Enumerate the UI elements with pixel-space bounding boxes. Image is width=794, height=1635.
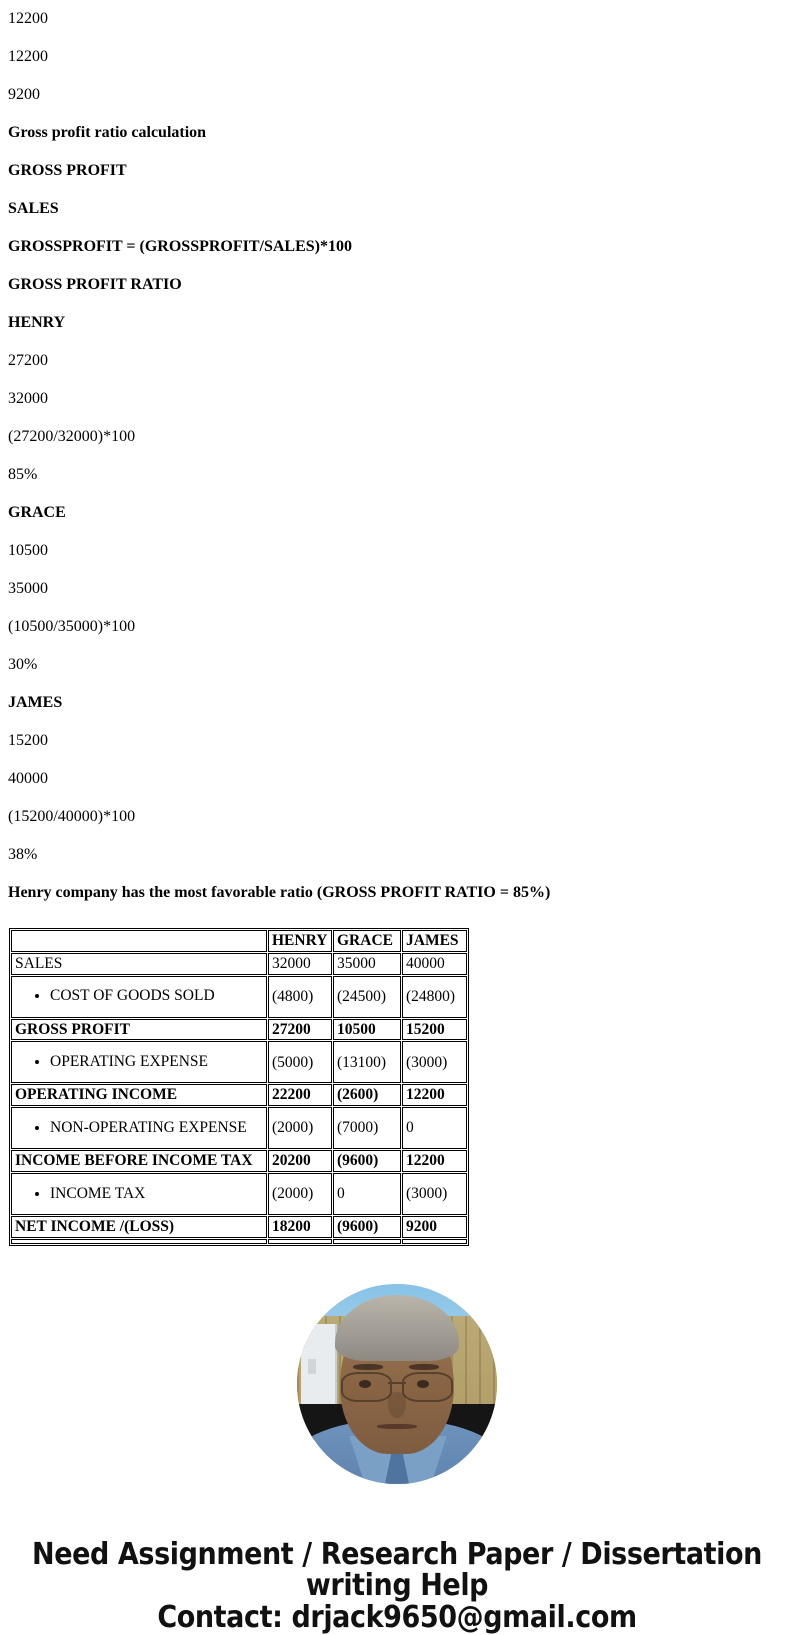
income-statement-table-wrapper (8, 928, 786, 1246)
cell-grace: (24500) (333, 976, 401, 1018)
bullet-list (12, 1185, 266, 1204)
cell-james: 40000 (402, 953, 467, 975)
table-row (11, 1107, 467, 1149)
table-row (11, 1173, 467, 1215)
table-row (11, 1216, 467, 1238)
text-line: GROSS PROFIT RATIO (8, 276, 182, 293)
row-label: NET INCOME /(LOSS) (11, 1216, 267, 1238)
text-line: 10500 (8, 542, 48, 559)
column-header-james: JAMES (402, 930, 467, 952)
text-line: 27200 (8, 352, 48, 369)
cell-james: 12200 (402, 1150, 467, 1172)
spacer-cell (268, 1239, 332, 1244)
avatar-eyebrow-left (353, 1364, 383, 1370)
cell-grace: 0 (333, 1173, 401, 1215)
text-line: 12200 (8, 10, 48, 27)
column-header-henry: HENRY (268, 930, 332, 952)
row-label: OPERATING INCOME (11, 1084, 267, 1106)
spacer-cell (333, 1239, 401, 1244)
avatar-doorframe (301, 1324, 337, 1416)
text-line: GROSS PROFIT (8, 162, 127, 179)
promo-block (8, 1536, 786, 1635)
cell-grace: (9600) (333, 1216, 401, 1238)
cell-grace: (9600) (333, 1150, 401, 1172)
table-row (11, 1019, 467, 1041)
column-header-blank (11, 930, 267, 952)
avatar-block (8, 1284, 786, 1484)
text-line: 9200 (8, 86, 40, 103)
table-row (11, 953, 467, 975)
text-line: (15200/40000)*100 (8, 808, 136, 825)
cell-james: 15200 (402, 1019, 467, 1041)
row-label: INCOME BEFORE INCOME TAX (11, 1150, 267, 1172)
spacer-cell (11, 1239, 267, 1244)
cell-henry: 20200 (268, 1150, 332, 1172)
avatar-mouth (377, 1424, 417, 1429)
text-line: 15200 (8, 732, 48, 749)
text-line: SALES (8, 200, 59, 217)
cell-henry: (2000) (268, 1107, 332, 1149)
text-line: 32000 (8, 390, 48, 407)
text-line: 35000 (8, 580, 48, 597)
text-line: 85% (8, 466, 38, 483)
cell-grace: 35000 (333, 953, 401, 975)
text-line: 12200 (8, 48, 48, 65)
bullet-list (12, 987, 266, 1006)
row-label: SALES (11, 953, 267, 975)
table-row (11, 1041, 467, 1083)
cell-henry: 27200 (268, 1019, 332, 1041)
bullet-item: • OPERATING EXPENSE (50, 1053, 266, 1072)
table-row (11, 976, 467, 1018)
row-label (11, 1041, 267, 1083)
bullet-item: • NON-OPERATING EXPENSE (50, 1119, 266, 1138)
cell-henry: (4800) (268, 976, 332, 1018)
text-line: HENRY (8, 314, 66, 331)
text-line: GROSSPROFIT = (GROSSPROFIT/SALES)*100 (8, 238, 352, 255)
calculation-text-block (8, 0, 786, 912)
text-line: GRACE (8, 504, 66, 521)
cell-henry: 32000 (268, 953, 332, 975)
avatar-nose (388, 1392, 406, 1418)
text-line: JAMES (8, 694, 63, 711)
cell-james: (24800) (402, 976, 467, 1018)
avatar-lens-right (402, 1372, 453, 1402)
cell-grace: 10500 (333, 1019, 401, 1041)
text-line: Gross profit ratio calculation (8, 124, 207, 141)
bullet-item: • INCOME TAX (50, 1185, 266, 1204)
cell-james: 0 (402, 1107, 467, 1149)
cell-james: 9200 (402, 1216, 467, 1238)
table-header-row (11, 930, 467, 952)
bullet-list (12, 1053, 266, 1072)
table-row (11, 1084, 467, 1106)
spacer-cell (402, 1239, 467, 1244)
promo-line-1: Need Assignment / Research Paper / Dissertation (32, 1536, 762, 1572)
text-line: 38% (8, 846, 38, 863)
cell-james: (3000) (402, 1173, 467, 1215)
cell-henry: (2000) (268, 1173, 332, 1215)
row-label: GROSS PROFIT (11, 1019, 267, 1041)
row-label (11, 1173, 267, 1215)
cell-grace: (13100) (333, 1041, 401, 1083)
text-line: Henry company has the most favorable ratio (GROSS PROFIT RATIO = 85%) (8, 884, 551, 901)
cell-henry: (5000) (268, 1041, 332, 1083)
avatar (297, 1284, 497, 1484)
avatar-lens-left (341, 1372, 392, 1402)
bullet-list (12, 1119, 266, 1138)
row-label (11, 976, 267, 1018)
avatar-eyebrow-right (409, 1364, 439, 1370)
cell-henry: 22200 (268, 1084, 332, 1106)
income-statement-table (9, 928, 469, 1246)
cell-henry: 18200 (268, 1216, 332, 1238)
cell-grace: (2600) (333, 1084, 401, 1106)
table-footer-spacer-row (11, 1239, 467, 1244)
column-header-grace: GRACE (333, 930, 401, 952)
text-line: 40000 (8, 770, 48, 787)
text-line: (27200/32000)*100 (8, 428, 136, 445)
cell-grace: (7000) (333, 1107, 401, 1149)
cell-james: 12200 (402, 1084, 467, 1106)
cell-james: (3000) (402, 1041, 467, 1083)
text-line: (10500/35000)*100 (8, 618, 136, 635)
table-row (11, 1150, 467, 1172)
bullet-item: • COST OF GOODS SOLD (50, 987, 266, 1006)
row-label (11, 1107, 267, 1149)
avatar-glasses-bridge (388, 1382, 406, 1385)
promo-line-2: writing Help (305, 1568, 489, 1604)
text-line: 30% (8, 656, 38, 673)
promo-line-3: Contact: drjack9650@gmail.com (157, 1599, 637, 1635)
